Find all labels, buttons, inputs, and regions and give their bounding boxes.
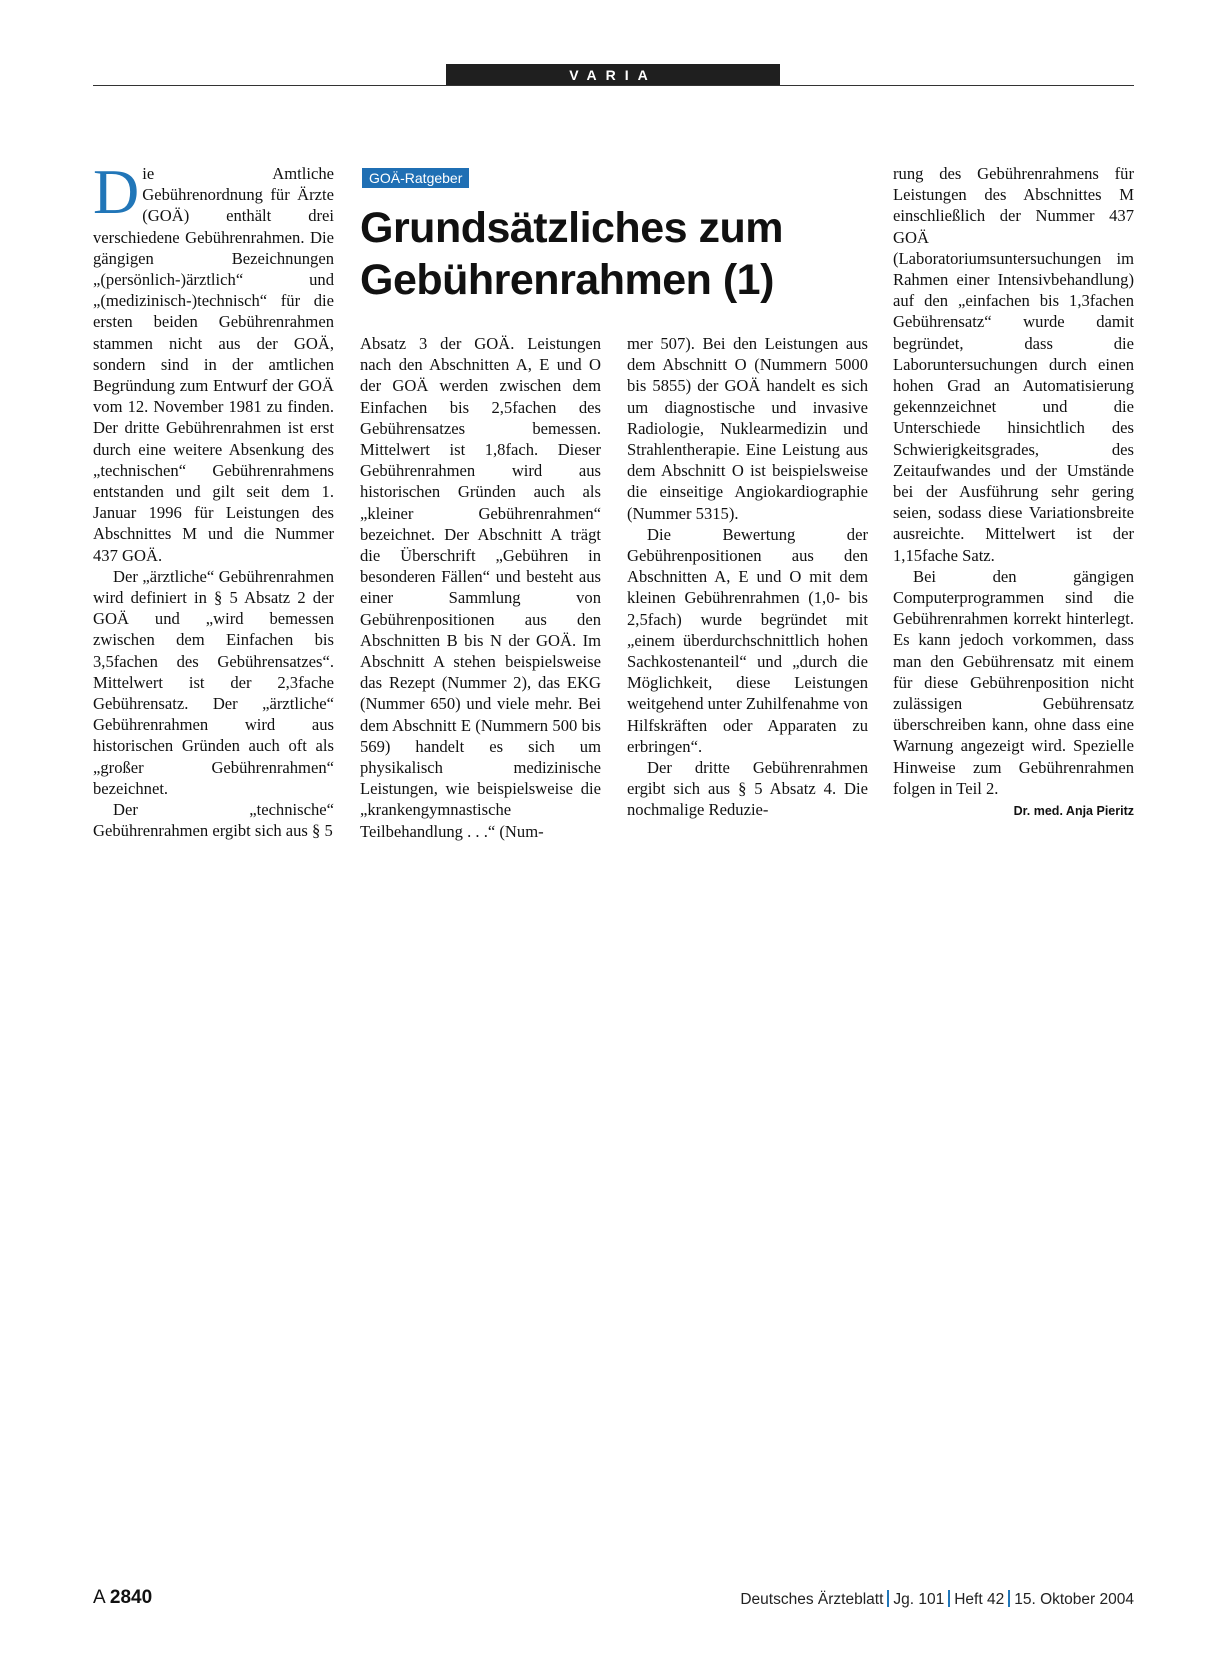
article-column-1 xyxy=(93,156,334,842)
journal-footer xyxy=(740,1590,1134,1609)
separator xyxy=(1008,1590,1010,1607)
paragraph: mer 507). Bei den Leistungen aus dem Abschnitt O (Nummern 5000 bis 5855) der GOÄ handelt es sich um diagnostische und invasive Radiologie, Nuklearmedizin und Strahlentherapie. Eine Leistung aus dem Abschnitt O ist beispielsweise die einseitige Angiokardiographie (Nummer 5315). xyxy=(627,334,868,523)
paragraph: Der „technische“ Gebührenrahmen ergibt sich aus § 5 xyxy=(93,800,334,841)
journal-name: Deutsches Ärzteblatt xyxy=(740,1591,884,1608)
article-column-4 xyxy=(893,163,1134,822)
paragraph: Der dritte Gebührenrahmen ergibt sich aus § 5 Absatz 4. Die nochmalige Reduzie- xyxy=(627,758,868,820)
drop-cap: D xyxy=(93,156,140,227)
page-number xyxy=(93,1587,152,1609)
paragraph: Die Bewertung der Gebührenpositionen aus den Abschnitten A, E und O mit dem kleinen Gebührenrahmen (1,0- bis 2,5fach) wurde begründet mit „einem überdurchschnittlich hohen Sachkostenanteil“ und „durch die Möglichkeit, diese Leistungen weitgehend unter Zuhilfenahme von Hilfskräften oder Apparaten zu erbringen“. xyxy=(627,524,868,756)
author-byline: Dr. med. Anja Pieritz xyxy=(1013,804,1134,819)
headline-line-1: Grundsätzliches zum xyxy=(360,204,783,252)
article-headline xyxy=(360,202,880,306)
paragraph: rung des Gebührenrahmens für Leistungen des Abschnittes M einschließlich der Nummer 437 GOÄ (Laboratoriumsuntersuchungen im Rahmen einer Intensivbehandlung) auf den „einfachen bis 1,3fachen Gebührensatz“ wurde damit begründet, dass die Laboruntersuchungen durch einen hohen Grad an Automatisierung gekennzeichnet und die Unterschiede hinsichtlich des Schwierigkeitsgrades, des Zeitaufwandes und der Umstände bei der Ausführung sehr gering seien, sodass diese Variationsbreite ausreichte. Mittelwert ist der 1,15fache Satz. xyxy=(893,164,1134,565)
journal-date: 15. Oktober 2004 xyxy=(1014,1591,1134,1608)
separator xyxy=(887,1590,889,1607)
paragraph: Der „ärztliche“ Gebührenrahmen wird definiert in § 5 Absatz 2 der GOÄ und „wird bemessen zwischen dem Einfachen bis 3,5fachen des Gebührensatzes“. Mittelwert ist der 2,3fache Gebührensatz. Der „ärztliche“ Gebührenrahmen wird aus historischen Gründen auch oft als „großer Gebührenrahmen“ bezeichnet. xyxy=(93,566,334,798)
article-column-3 xyxy=(627,333,868,821)
category-tag: GOÄ-Ratgeber xyxy=(362,168,469,188)
section-header: VARIA xyxy=(446,64,780,86)
header-rule xyxy=(93,85,1134,86)
paragraph: Die Amtliche Gebührenordnung für Ärzte (GOÄ) enthält drei verschiedene Gebührenrahmen. Die gängigen Bezeichnungen „(persönlich-)ärztlich“ und „(medizinisch-)technisch“ für die ersten beiden Gebührenrahmen stammen nicht aus der GOÄ, sondern sind in der amtlichen Begründung zum Entwurf der GOÄ vom 12. November 1981 zu finden. Der dritte Gebührenrahmen ist erst durch eine weitere Absenkung des „technischen“ Gebührenrahmens entstanden und gilt seit dem 1. Januar 1996 für Leistungen des Abschnittes M und die Nummer 437 GOÄ. xyxy=(93,156,334,565)
paragraph: Absatz 3 der GOÄ. Leistungen nach den Abschnitten A, E und O der GOÄ werden zwischen dem Einfachen bis 2,5fachen des Gebührensatzes bemessen. Mittelwert ist 1,8fach. Dieser Gebührenrahmen wird aus historischen Gründen auch als „kleiner Gebührenrahmen“ bezeichnet. Der Abschnitt A trägt die Überschrift „Gebühren in besonderen Fällen“ und besteht aus einer Sammlung von Gebührenpositionen aus den Abschnitten B bis N der GOÄ. Im Abschnitt A stehen beispielsweise das Rezept (Nummer 2), das EKG (Nummer 650) und viele mehr. Bei dem Abschnitt E (Nummern 500 bis 569) handelt es sich um physikalisch medizinische Leistungen, wie beispielsweise die „krankengymnastische Teilbehandlung . . .“ (Num- xyxy=(360,334,601,841)
journal-issue: Heft 42 xyxy=(954,1591,1005,1608)
paragraph: Bei den gängigen Computerprogrammen sind die Gebührenrahmen korrekt hinterlegt. Es kann jedoch vorkommen, dass man den Gebührensatz mit einem für diese Gebührenposition nicht zulässigen Gebührensatz überschreiben kann, ohne dass eine Warnung angezeigt wird. Spezielle Hinweise zum Gebührenrahmen folgen in Teil 2. Dr. med. Anja Pieritz xyxy=(893,566,1134,799)
separator xyxy=(948,1590,950,1607)
page-prefix: A xyxy=(93,1587,105,1608)
journal-volume: Jg. 101 xyxy=(893,1591,945,1608)
article-column-2 xyxy=(360,333,601,842)
page-number-value: 2840 xyxy=(109,1587,153,1608)
headline-line-2: Gebührenrahmen (1) xyxy=(360,256,774,304)
